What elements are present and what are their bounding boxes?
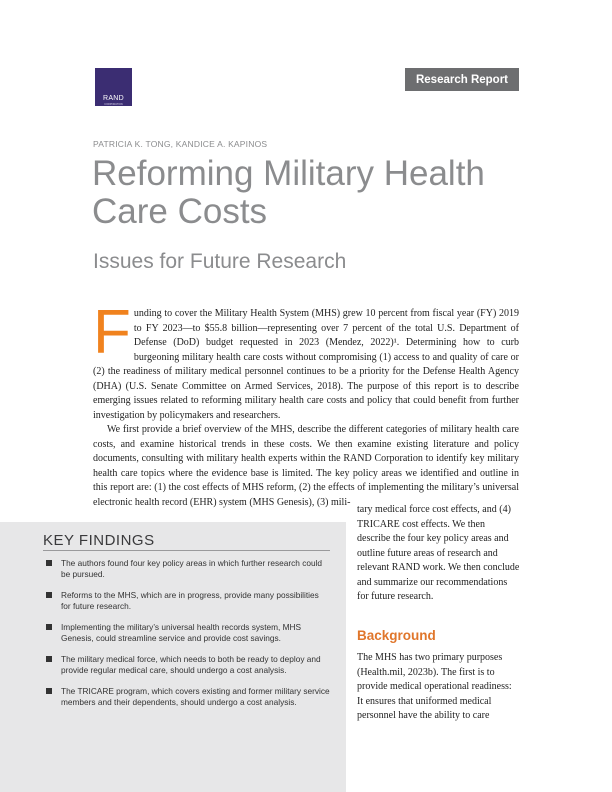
key-finding-item xyxy=(43,590,330,612)
rand-logo xyxy=(95,68,132,106)
intro-paragraph-1 xyxy=(93,298,519,423)
key-finding-item xyxy=(43,622,330,644)
key-findings-list xyxy=(43,558,330,718)
square-bullet-icon xyxy=(46,688,52,694)
intro-continued-text: tary medical force cost effects, and (4) TRICARE cost effects. We then describe the four key policy areas and outline future areas of research and relevant RAND work. We then conclude and summarize our recommendations for future research. xyxy=(357,504,520,602)
page-title: Reforming Military Health Care Costs xyxy=(92,154,485,231)
logo-subtext: CORPORATION xyxy=(104,103,123,106)
key-findings-divider xyxy=(43,550,330,551)
square-bullet-icon xyxy=(46,656,52,662)
key-findings-title: KEY FINDINGS xyxy=(43,532,155,549)
key-finding-item xyxy=(43,654,330,676)
logo-text: RAND xyxy=(102,95,125,102)
square-bullet-icon xyxy=(46,592,52,598)
background-heading: Background xyxy=(357,628,436,643)
square-bullet-icon xyxy=(46,624,52,630)
intro-paragraph-2: We first provide a brief overview of the MHS, describe the different categories of military health care costs, and examine historical trends in these costs. We then examine existing literature and policy documents, consulting with military health experts within the RAND Corporation to identify key military health care topics where the evidence base is limited. The key policy areas we identified and outline in this report are: (1) the cost effects of MHS reform, (2) the effects of implementing the military’s universal electronic health record (EHR) system (MHS Genesis), (3) mili- xyxy=(93,424,519,508)
intro-section xyxy=(93,298,519,510)
key-finding-item xyxy=(43,558,330,580)
key-finding-text: The authors found four key policy areas in which further research could be pursued. xyxy=(61,558,323,579)
intro-paragraph-1-text: unding to cover the Military Health System (MHS) grew 10 percent from fiscal year (FY) 2019 to FY 2023—to $55.8 billion—representing over 7 percent of the total U.S. Department of Defense (DoD) budget requested in 2023 (Mendez, 2022)¹. Determining how to curb burgeoning military health care costs without compromising (1) access to and quality of care or (2) the readiness of military medical personnel continues to be a priority for the Defense Health Agency (DHA) (U.S. Senate Committee on Armed Services, 2018). The purpose of this report is to describe emerging issues related to reforming military health care costs and policy that could benefit from further investigation by policymakers and researchers. xyxy=(93,308,519,421)
intro-continued xyxy=(357,503,520,605)
key-finding-text: The military medical force, which needs to both be ready to deploy and provide regular medical care, should undergo a cost analysis. xyxy=(61,654,321,675)
key-finding-item xyxy=(43,686,330,708)
drop-cap: F xyxy=(93,298,131,367)
key-finding-text: Implementing the military’s universal health records system, MHS Genesis, could streamline service and provide cost savings. xyxy=(61,622,302,643)
background-section xyxy=(357,651,520,724)
authors: PATRICIA K. TONG, KANDICE A. KAPINOS xyxy=(93,139,268,149)
background-text: The MHS has two primary purposes (Health.mil, 2023b). The first is to provide medical operational readiness: It ensures that uniformed medical personnel have the ability to care xyxy=(357,652,512,721)
key-finding-text: Reforms to the MHS, which are in progress, provide many possibilities for future research. xyxy=(61,590,319,611)
subtitle: Issues for Future Research xyxy=(93,250,347,273)
square-bullet-icon xyxy=(46,560,52,566)
report-type-badge: Research Report xyxy=(405,68,519,91)
key-finding-text: The TRICARE program, which covers existing and former military service members and their dependents, should undergo a cost analysis. xyxy=(61,686,330,707)
